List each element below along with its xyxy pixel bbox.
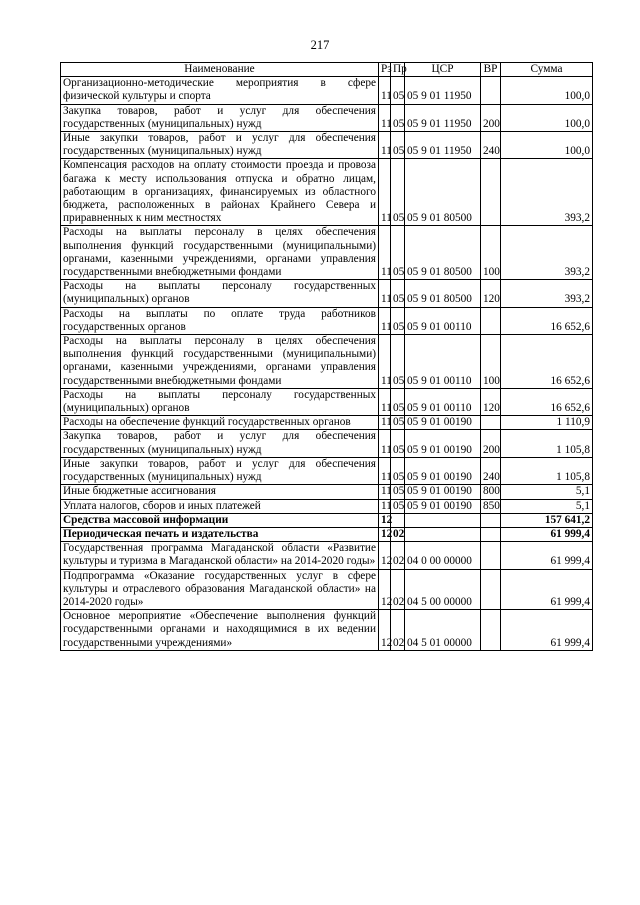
cell-csr: 05 9 01 00190 [405, 457, 481, 484]
cell-name: Иные закупки товаров, работ и услуг для обеспечения государственных (муниципальных) нужд [61, 457, 379, 484]
cell-rz: 11 [379, 457, 391, 484]
cell-vr [481, 527, 501, 541]
cell-csr: 05 9 01 11950 [405, 77, 481, 104]
cell-sum: 157 641,2 [501, 513, 593, 527]
cell-name: Уплата налогов, сборов и иных платежей [61, 499, 379, 513]
table-row [61, 280, 593, 307]
cell-csr: 05 9 01 00190 [405, 430, 481, 457]
cell-csr: 05 9 01 11950 [405, 104, 481, 131]
cell-rz: 11 [379, 430, 391, 457]
cell-sum: 100,0 [501, 77, 593, 104]
cell-name: Организационно-методические мероприятия в сфере физической культуры и спорта [61, 77, 379, 104]
cell-rz: 11 [379, 226, 391, 280]
cell-rz: 12 [379, 569, 391, 610]
cell-vr [481, 569, 501, 610]
cell-csr: 05 9 01 80500 [405, 226, 481, 280]
table-row [61, 226, 593, 280]
cell-pr: 05 [391, 280, 405, 307]
cell-sum: 61 999,4 [501, 569, 593, 610]
table-row [61, 307, 593, 334]
cell-rz: 12 [379, 527, 391, 541]
table-row [61, 485, 593, 499]
cell-name: Государственная программа Магаданской области «Развитие культуры и туризма в Магаданской области» на 2014-2020 годы» [61, 542, 379, 569]
cell-pr [391, 513, 405, 527]
table-row [61, 335, 593, 389]
cell-vr: 200 [481, 430, 501, 457]
cell-name: Основное мероприятие «Обеспечение выполнения функций государственными органами и находящимися в их ведении государственными учреждениями» [61, 610, 379, 651]
cell-csr: 05 9 01 00190 [405, 485, 481, 499]
cell-sum: 16 652,6 [501, 388, 593, 415]
cell-name: Подпрограмма «Оказание государственных услуг в сфере культуры и отраслевого образования Магаданской области» на 2014-2020 годы» [61, 569, 379, 610]
cell-pr: 05 [391, 159, 405, 226]
cell-name: Расходы на выплаты персоналу в целях обеспечения выполнения функций государственными (муниципальными) органами, казенными учреждениями, органами управления государственными внебюджетными фондами [61, 226, 379, 280]
cell-csr [405, 527, 481, 541]
cell-name: Средства массовой информации [61, 513, 379, 527]
cell-vr: 120 [481, 388, 501, 415]
cell-rz: 11 [379, 388, 391, 415]
cell-sum: 5,1 [501, 499, 593, 513]
cell-sum: 100,0 [501, 132, 593, 159]
cell-pr: 05 [391, 499, 405, 513]
cell-name: Расходы на выплаты по оплате труда работников государственных органов [61, 307, 379, 334]
table-row [61, 542, 593, 569]
cell-csr: 05 9 01 00190 [405, 499, 481, 513]
cell-sum: 393,2 [501, 226, 593, 280]
cell-name: Расходы на выплаты персоналу государственных (муниципальных) органов [61, 280, 379, 307]
cell-csr: 05 9 01 00190 [405, 416, 481, 430]
cell-rz: 11 [379, 416, 391, 430]
cell-pr: 02 [391, 569, 405, 610]
cell-vr: 240 [481, 457, 501, 484]
cell-vr [481, 77, 501, 104]
table-header-row [61, 63, 593, 77]
cell-csr [405, 513, 481, 527]
cell-rz: 12 [379, 542, 391, 569]
cell-sum: 393,2 [501, 280, 593, 307]
cell-rz: 11 [379, 159, 391, 226]
cell-pr: 05 [391, 485, 405, 499]
cell-name: Расходы на выплаты персоналу государственных (муниципальных) органов [61, 388, 379, 415]
table-row [61, 388, 593, 415]
cell-csr: 04 5 00 00000 [405, 569, 481, 610]
cell-csr: 05 9 01 80500 [405, 280, 481, 307]
cell-sum: 393,2 [501, 159, 593, 226]
cell-csr: 05 9 01 11950 [405, 132, 481, 159]
cell-pr: 05 [391, 457, 405, 484]
header-vr: ВР [481, 63, 501, 77]
cell-vr [481, 307, 501, 334]
table-row [61, 104, 593, 131]
cell-name: Иные бюджетные ассигнования [61, 485, 379, 499]
cell-rz: 11 [379, 499, 391, 513]
cell-sum: 61 999,4 [501, 542, 593, 569]
cell-rz: 11 [379, 280, 391, 307]
cell-rz: 11 [379, 335, 391, 389]
cell-name: Закупка товаров, работ и услуг для обеспечения государственных (муниципальных) нужд [61, 104, 379, 131]
table-row [61, 159, 593, 226]
table-row [61, 132, 593, 159]
cell-sum: 1 105,8 [501, 457, 593, 484]
page-number: 217 [310, 38, 330, 52]
cell-vr: 850 [481, 499, 501, 513]
cell-pr: 05 [391, 132, 405, 159]
cell-vr [481, 416, 501, 430]
table-row [61, 430, 593, 457]
cell-pr: 05 [391, 388, 405, 415]
cell-sum: 16 652,6 [501, 335, 593, 389]
cell-pr: 05 [391, 104, 405, 131]
cell-rz: 11 [379, 132, 391, 159]
table-row [61, 499, 593, 513]
cell-pr: 05 [391, 335, 405, 389]
cell-csr: 05 9 01 00110 [405, 307, 481, 334]
cell-name: Иные закупки товаров, работ и услуг для обеспечения государственных (муниципальных) нужд [61, 132, 379, 159]
cell-vr: 120 [481, 280, 501, 307]
cell-name: Компенсация расходов на оплату стоимости проезда и провоза багажа к месту использования отпуска и обратно лицам, работающим в организациях, финансируемых из областного бюджета, расположенных в районах Крайнего Севера и приравненных к ним местностях [61, 159, 379, 226]
cell-rz: 11 [379, 77, 391, 104]
cell-sum: 61 999,4 [501, 610, 593, 651]
header-rz: Рз [379, 63, 391, 77]
table-row [61, 77, 593, 104]
cell-csr: 05 9 01 00110 [405, 388, 481, 415]
cell-name: Расходы на выплаты персоналу в целях обеспечения выполнения функций государственными (муниципальными) органами, казенными учреждениями, органами управления государственными внебюджетными фондами [61, 335, 379, 389]
cell-sum: 1 105,8 [501, 430, 593, 457]
cell-rz: 12 [379, 610, 391, 651]
cell-rz: 11 [379, 307, 391, 334]
cell-sum: 5,1 [501, 485, 593, 499]
table-row [61, 610, 593, 651]
cell-csr: 05 9 01 80500 [405, 159, 481, 226]
cell-pr: 02 [391, 542, 405, 569]
cell-pr: 05 [391, 430, 405, 457]
header-pr: Пр [391, 63, 405, 77]
table-row [61, 527, 593, 541]
cell-pr: 05 [391, 416, 405, 430]
cell-rz: 12 [379, 513, 391, 527]
cell-name: Закупка товаров, работ и услуг для обеспечения государственных (муниципальных) нужд [61, 430, 379, 457]
cell-csr: 05 9 01 00110 [405, 335, 481, 389]
budget-table [60, 62, 593, 651]
cell-sum: 16 652,6 [501, 307, 593, 334]
cell-vr: 240 [481, 132, 501, 159]
cell-sum: 61 999,4 [501, 527, 593, 541]
cell-sum: 1 110,9 [501, 416, 593, 430]
cell-vr [481, 542, 501, 569]
cell-vr [481, 513, 501, 527]
cell-pr: 02 [391, 610, 405, 651]
cell-name: Расходы на обеспечение функций государственных органов [61, 416, 379, 430]
header-csr: ЦСР [405, 63, 481, 77]
cell-pr: 02 [391, 527, 405, 541]
cell-csr: 04 0 00 00000 [405, 542, 481, 569]
cell-rz: 11 [379, 485, 391, 499]
table-row [61, 513, 593, 527]
cell-pr: 05 [391, 77, 405, 104]
cell-vr: 100 [481, 226, 501, 280]
cell-pr: 05 [391, 226, 405, 280]
cell-rz: 11 [379, 104, 391, 131]
table-body [61, 77, 593, 651]
cell-sum: 100,0 [501, 104, 593, 131]
cell-vr: 100 [481, 335, 501, 389]
header-sum: Сумма [501, 63, 593, 77]
cell-pr: 05 [391, 307, 405, 334]
cell-vr: 800 [481, 485, 501, 499]
table-row [61, 457, 593, 484]
table-row [61, 416, 593, 430]
table-row [61, 569, 593, 610]
cell-vr [481, 610, 501, 651]
header-name: Наименование [61, 63, 379, 77]
cell-csr: 04 5 01 00000 [405, 610, 481, 651]
cell-vr: 200 [481, 104, 501, 131]
cell-vr [481, 159, 501, 226]
cell-name: Периодическая печать и издательства [61, 527, 379, 541]
